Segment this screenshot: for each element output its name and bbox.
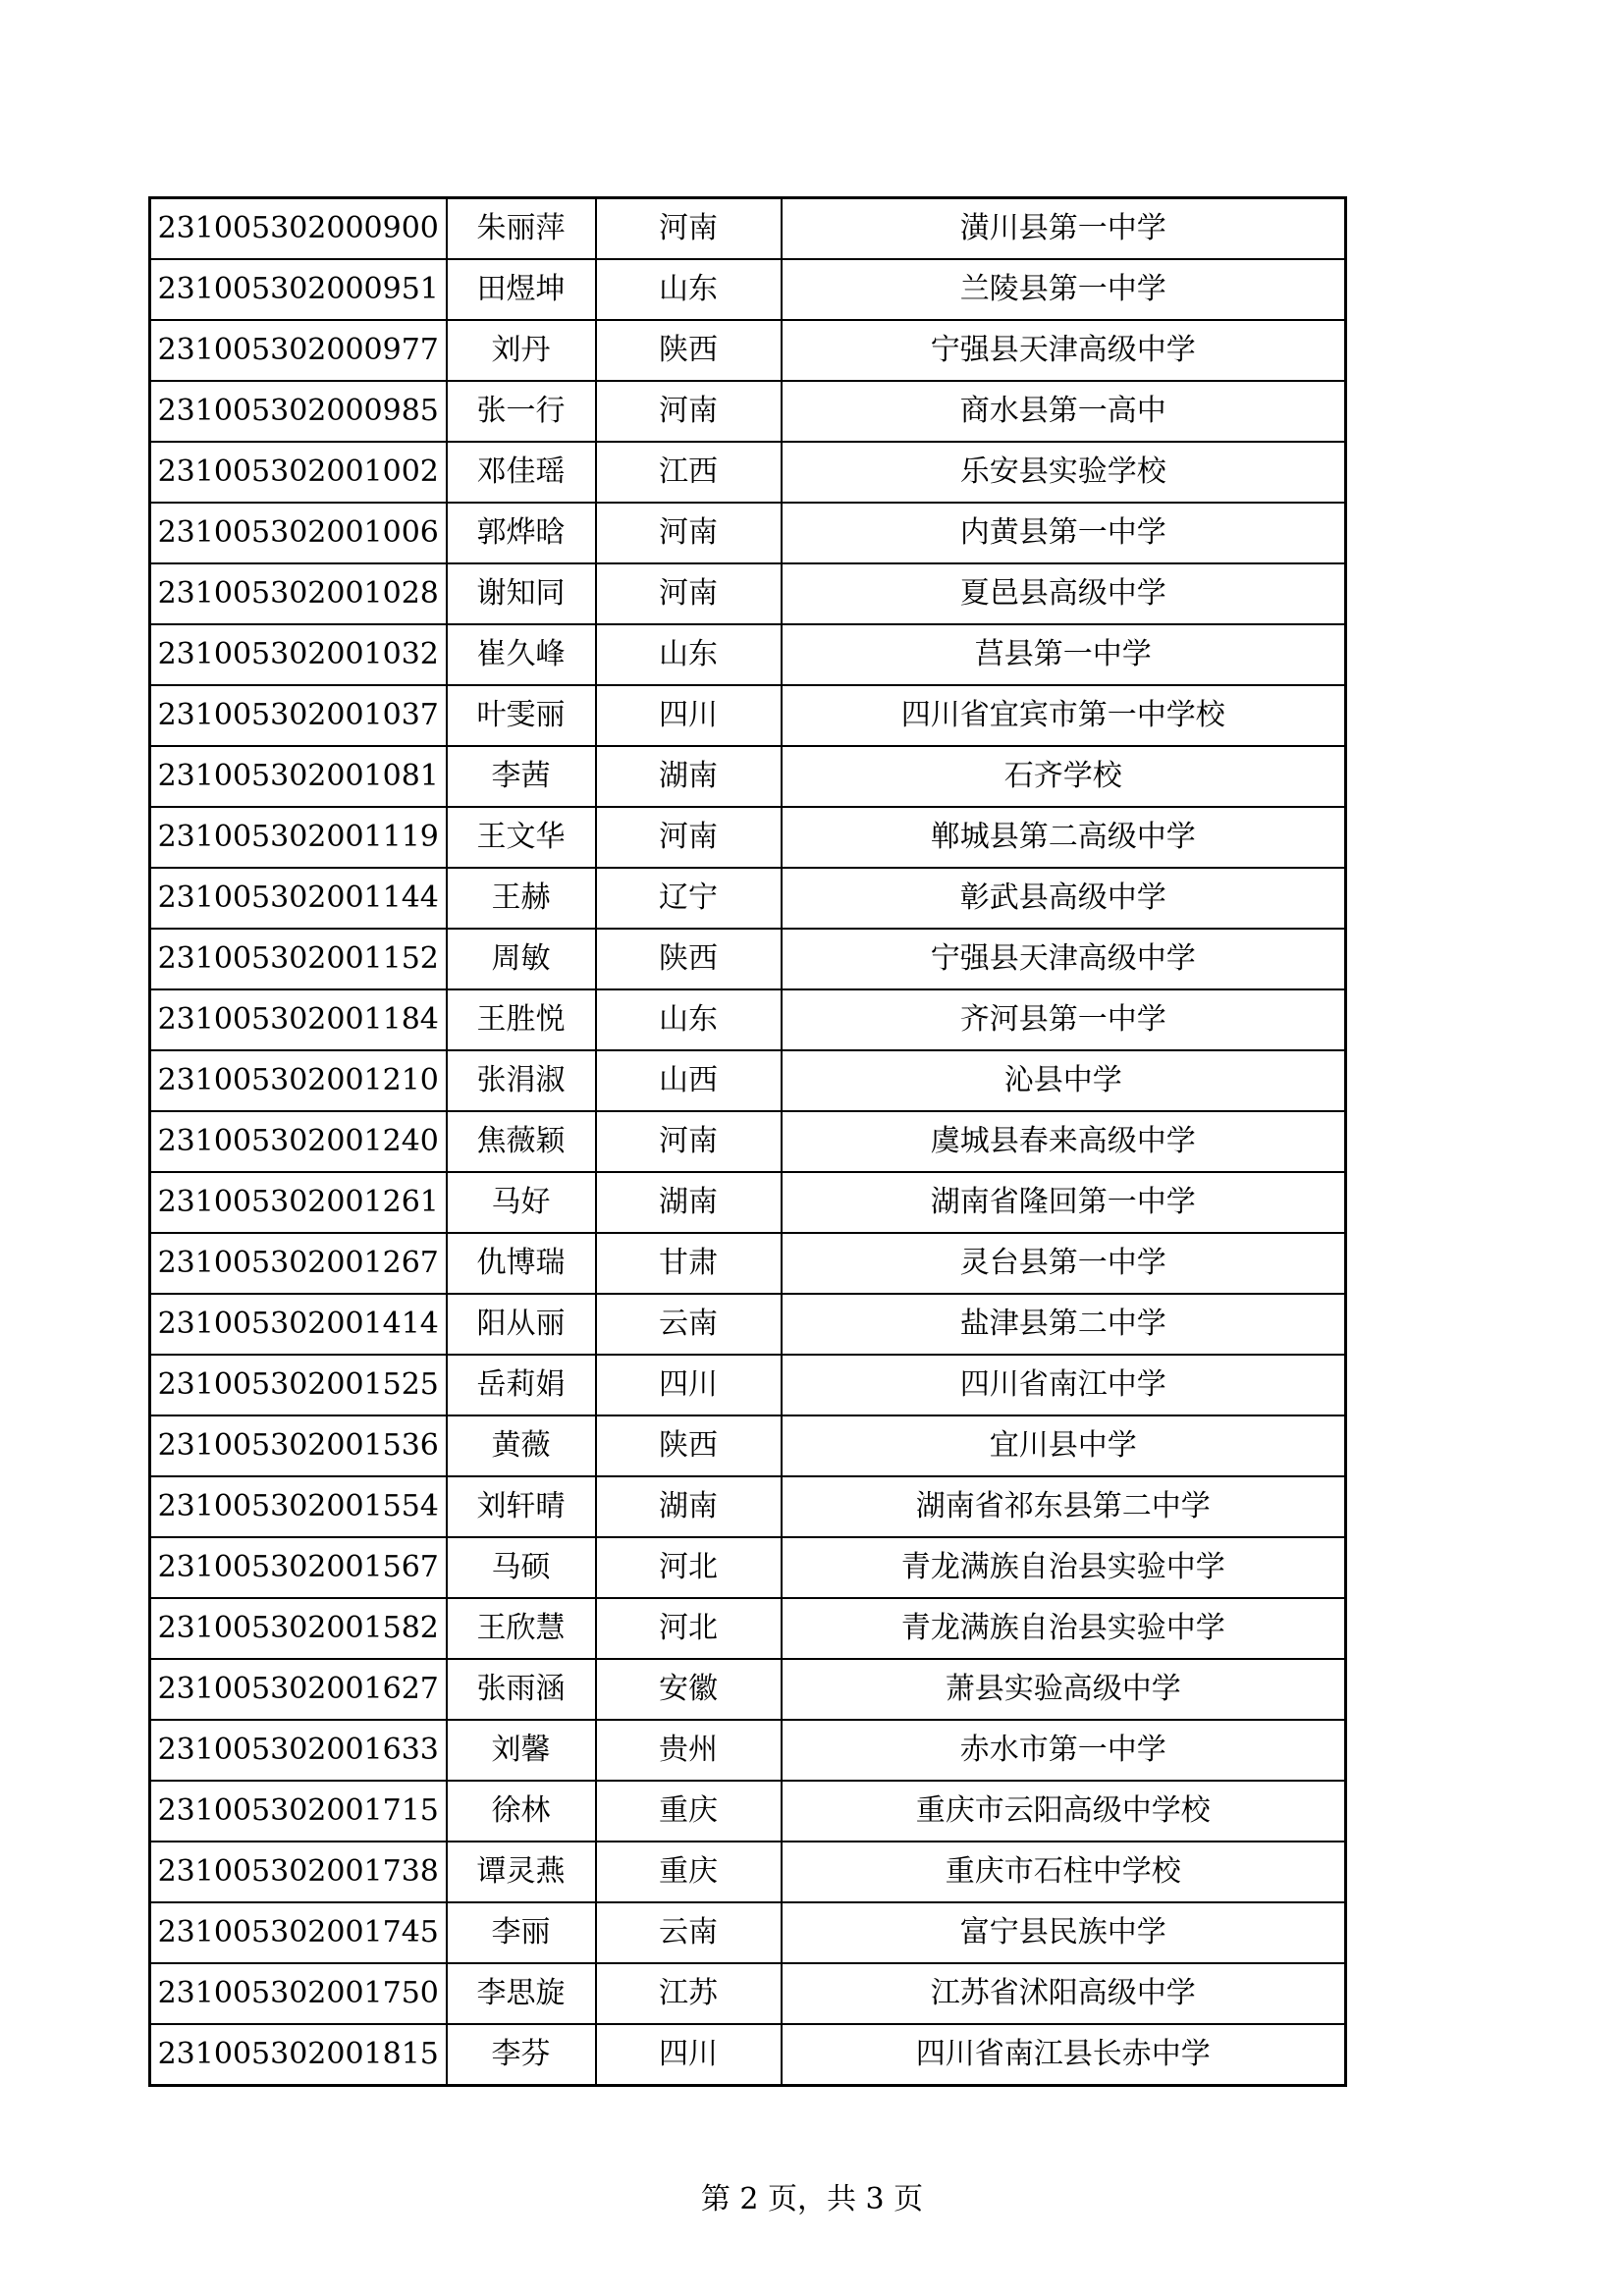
roster-table: [148, 196, 1347, 2087]
candidate-id-cell: 231005302001633: [150, 1720, 447, 1781]
candidate-id-cell: 231005302001815: [150, 2024, 447, 2086]
candidate-id-cell: 231005302000977: [150, 320, 447, 381]
student-name-cell: 马好: [447, 1172, 596, 1233]
table-row: [150, 381, 1346, 442]
student-name-cell: 李丽: [447, 1902, 596, 1963]
candidate-id-cell: 231005302001750: [150, 1963, 447, 2024]
table-row: [150, 563, 1346, 624]
student-name-cell: 徐林: [447, 1781, 596, 1842]
school-cell: 乐安县实验学校: [782, 442, 1346, 503]
candidate-id-cell: 231005302001210: [150, 1050, 447, 1111]
page-number-footer: 第 2 页，共 3 页: [700, 2182, 924, 2216]
school-cell: 虞城县春来高级中学: [782, 1111, 1346, 1172]
student-name-cell: 周敏: [447, 929, 596, 989]
school-cell: 石齐学校: [782, 746, 1346, 807]
province-cell: 山东: [596, 259, 782, 320]
student-name-cell: 邓佳瑶: [447, 442, 596, 503]
school-cell: 沁县中学: [782, 1050, 1346, 1111]
province-cell: 河南: [596, 1111, 782, 1172]
school-cell: 郸城县第二高级中学: [782, 807, 1346, 868]
province-cell: 江苏: [596, 1963, 782, 2024]
candidate-id-cell: 231005302001081: [150, 746, 447, 807]
province-cell: 四川: [596, 2024, 782, 2086]
student-name-cell: 王欣慧: [447, 1598, 596, 1659]
table-row: [150, 198, 1346, 260]
student-name-cell: 马硕: [447, 1537, 596, 1598]
province-cell: 四川: [596, 685, 782, 746]
school-cell: 莒县第一中学: [782, 624, 1346, 685]
table-row: [150, 624, 1346, 685]
candidate-id-cell: 231005302001715: [150, 1781, 447, 1842]
candidate-id-cell: 231005302001554: [150, 1476, 447, 1537]
school-cell: 灵台县第一中学: [782, 1233, 1346, 1294]
table-row: [150, 868, 1346, 929]
student-name-cell: 田煜坤: [447, 259, 596, 320]
school-cell: 夏邑县高级中学: [782, 563, 1346, 624]
school-cell: 宜川县中学: [782, 1415, 1346, 1476]
province-cell: 河南: [596, 807, 782, 868]
table-row: [150, 2024, 1346, 2086]
candidate-id-cell: 231005302001567: [150, 1537, 447, 1598]
student-name-cell: 焦薇颖: [447, 1111, 596, 1172]
candidate-id-cell: 231005302001525: [150, 1355, 447, 1415]
student-name-cell: 叶雯丽: [447, 685, 596, 746]
student-name-cell: 阳从丽: [447, 1294, 596, 1355]
table-row: [150, 1963, 1346, 2024]
roster-table-body: [150, 198, 1346, 2086]
school-cell: 四川省南江中学: [782, 1355, 1346, 1415]
candidate-id-cell: 231005302001267: [150, 1233, 447, 1294]
candidate-id-cell: 231005302001006: [150, 503, 447, 563]
province-cell: 江西: [596, 442, 782, 503]
province-cell: 云南: [596, 1902, 782, 1963]
school-cell: 赤水市第一中学: [782, 1720, 1346, 1781]
student-name-cell: 李茜: [447, 746, 596, 807]
candidate-id-cell: 231005302001240: [150, 1111, 447, 1172]
province-cell: 安徽: [596, 1659, 782, 1720]
candidate-id-cell: 231005302001261: [150, 1172, 447, 1233]
candidate-id-cell: 231005302001745: [150, 1902, 447, 1963]
province-cell: 甘肃: [596, 1233, 782, 1294]
candidate-id-cell: 231005302001414: [150, 1294, 447, 1355]
province-cell: 河南: [596, 381, 782, 442]
student-name-cell: 岳莉娟: [447, 1355, 596, 1415]
candidate-id-cell: 231005302001152: [150, 929, 447, 989]
table-row: [150, 989, 1346, 1050]
school-cell: 盐津县第二中学: [782, 1294, 1346, 1355]
school-cell: 湖南省隆回第一中学: [782, 1172, 1346, 1233]
candidate-id-cell: 231005302001536: [150, 1415, 447, 1476]
table-row: [150, 685, 1346, 746]
province-cell: 陕西: [596, 320, 782, 381]
school-cell: 兰陵县第一中学: [782, 259, 1346, 320]
province-cell: 湖南: [596, 746, 782, 807]
school-cell: 湖南省祁东县第二中学: [782, 1476, 1346, 1537]
school-cell: 江苏省沭阳高级中学: [782, 1963, 1346, 2024]
province-cell: 贵州: [596, 1720, 782, 1781]
school-cell: 宁强县天津高级中学: [782, 929, 1346, 989]
student-name-cell: 张涓淑: [447, 1050, 596, 1111]
candidate-id-cell: 231005302000951: [150, 259, 447, 320]
student-name-cell: 谢知同: [447, 563, 596, 624]
table-row: [150, 1050, 1346, 1111]
province-cell: 陕西: [596, 929, 782, 989]
table-row: [150, 442, 1346, 503]
province-cell: 重庆: [596, 1842, 782, 1902]
school-cell: 内黄县第一中学: [782, 503, 1346, 563]
table-row: [150, 1476, 1346, 1537]
student-name-cell: 李芬: [447, 2024, 596, 2086]
province-cell: 湖南: [596, 1476, 782, 1537]
table-row: [150, 1294, 1346, 1355]
student-name-cell: 黄薇: [447, 1415, 596, 1476]
student-name-cell: 王胜悦: [447, 989, 596, 1050]
candidate-id-cell: 231005302001119: [150, 807, 447, 868]
table-row: [150, 503, 1346, 563]
student-name-cell: 朱丽萍: [447, 198, 596, 260]
table-row: [150, 929, 1346, 989]
table-row: [150, 1111, 1346, 1172]
province-cell: 河北: [596, 1537, 782, 1598]
candidate-id-cell: 231005302001037: [150, 685, 447, 746]
table-row: [150, 1598, 1346, 1659]
candidate-id-cell: 231005302001032: [150, 624, 447, 685]
candidate-id-cell: 231005302001144: [150, 868, 447, 929]
table-row: [150, 1537, 1346, 1598]
candidate-id-cell: 231005302000900: [150, 198, 447, 260]
school-cell: 彰武县高级中学: [782, 868, 1346, 929]
province-cell: 陕西: [596, 1415, 782, 1476]
table-row: [150, 1233, 1346, 1294]
student-name-cell: 王赫: [447, 868, 596, 929]
student-name-cell: 仇博瑞: [447, 1233, 596, 1294]
student-name-cell: 刘轩晴: [447, 1476, 596, 1537]
table-row: [150, 259, 1346, 320]
school-cell: 四川省南江县长赤中学: [782, 2024, 1346, 2086]
table-row: [150, 1355, 1346, 1415]
candidate-id-cell: 231005302001184: [150, 989, 447, 1050]
student-name-cell: 张雨涵: [447, 1659, 596, 1720]
school-cell: 重庆市云阳高级中学校: [782, 1781, 1346, 1842]
province-cell: 山东: [596, 624, 782, 685]
province-cell: 河北: [596, 1598, 782, 1659]
province-cell: 河南: [596, 563, 782, 624]
student-name-cell: 王文华: [447, 807, 596, 868]
candidate-id-cell: 231005302001738: [150, 1842, 447, 1902]
school-cell: 潢川县第一中学: [782, 198, 1346, 260]
table-row: [150, 1659, 1346, 1720]
student-name-cell: 刘丹: [447, 320, 596, 381]
table-row: [150, 320, 1346, 381]
province-cell: 辽宁: [596, 868, 782, 929]
province-cell: 重庆: [596, 1781, 782, 1842]
school-cell: 重庆市石柱中学校: [782, 1842, 1346, 1902]
student-name-cell: 刘馨: [447, 1720, 596, 1781]
table-row: [150, 807, 1346, 868]
candidate-id-cell: 231005302001582: [150, 1598, 447, 1659]
school-cell: 萧县实验高级中学: [782, 1659, 1346, 1720]
school-cell: 青龙满族自治县实验中学: [782, 1537, 1346, 1598]
student-name-cell: 李思旋: [447, 1963, 596, 2024]
student-name-cell: 张一行: [447, 381, 596, 442]
table-row: [150, 1902, 1346, 1963]
candidate-id-cell: 231005302000985: [150, 381, 447, 442]
province-cell: 四川: [596, 1355, 782, 1415]
candidate-id-cell: 231005302001627: [150, 1659, 447, 1720]
table-row: [150, 746, 1346, 807]
table-row: [150, 1720, 1346, 1781]
province-cell: 山东: [596, 989, 782, 1050]
school-cell: 宁强县天津高级中学: [782, 320, 1346, 381]
student-name-cell: 郭烨晗: [447, 503, 596, 563]
school-cell: 青龙满族自治县实验中学: [782, 1598, 1346, 1659]
student-name-cell: 谭灵燕: [447, 1842, 596, 1902]
candidate-id-cell: 231005302001002: [150, 442, 447, 503]
table-row: [150, 1415, 1346, 1476]
school-cell: 富宁县民族中学: [782, 1902, 1346, 1963]
province-cell: 河南: [596, 503, 782, 563]
student-name-cell: 崔久峰: [447, 624, 596, 685]
table-row: [150, 1781, 1346, 1842]
school-cell: 商水县第一高中: [782, 381, 1346, 442]
province-cell: 云南: [596, 1294, 782, 1355]
candidate-id-cell: 231005302001028: [150, 563, 447, 624]
province-cell: 河南: [596, 198, 782, 260]
table-row: [150, 1172, 1346, 1233]
school-cell: 齐河县第一中学: [782, 989, 1346, 1050]
province-cell: 山西: [596, 1050, 782, 1111]
province-cell: 湖南: [596, 1172, 782, 1233]
table-row: [150, 1842, 1346, 1902]
school-cell: 四川省宜宾市第一中学校: [782, 685, 1346, 746]
